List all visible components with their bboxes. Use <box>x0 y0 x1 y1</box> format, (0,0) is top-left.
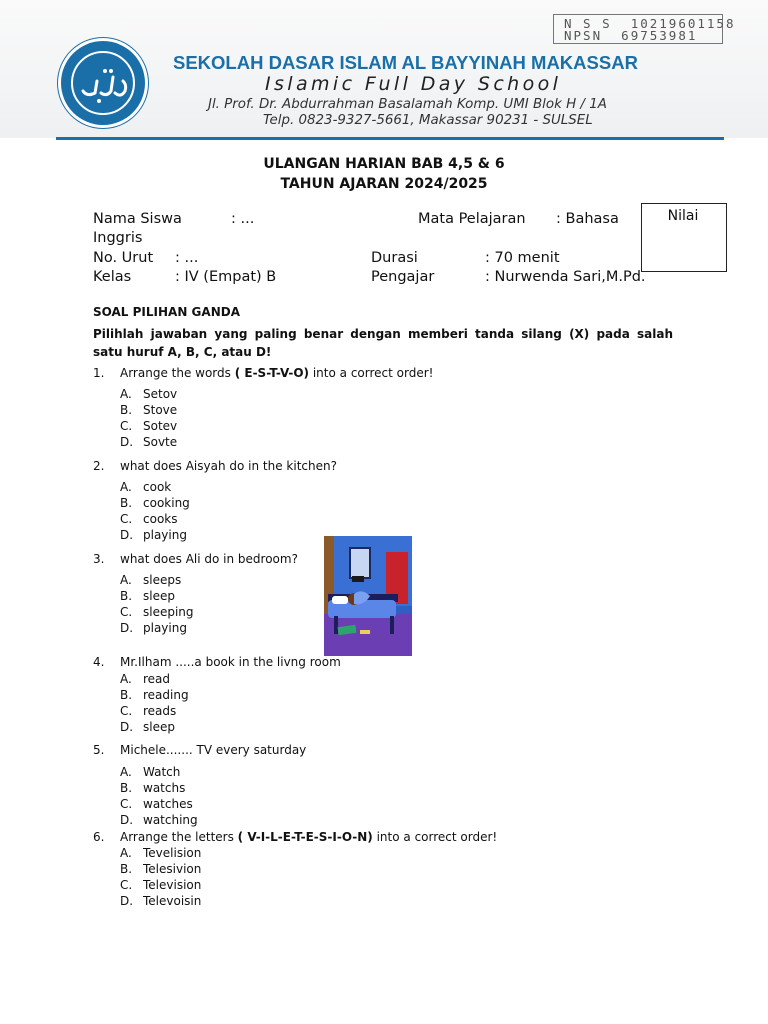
option-text: cooks <box>143 512 178 526</box>
option-text: cooking <box>143 496 190 510</box>
school-logo <box>61 41 145 125</box>
option-letter[interactable]: C. <box>120 704 133 718</box>
nama-siswa-label: Nama Siswa <box>93 211 182 227</box>
pengajar-label: Pengajar <box>371 269 435 285</box>
question-text: Arrange the letters ( V-I-L-E-T-E-S-I-O-N) into a correct order! <box>120 830 498 844</box>
question-text: what does Aisyah do in the kitchen? <box>120 459 337 473</box>
option-letter[interactable]: B. <box>120 781 133 795</box>
option-text: Setov <box>143 387 178 401</box>
option-text: Tevelision <box>143 846 202 860</box>
nilai-label: Nilai <box>667 208 699 224</box>
nss-npsn-box <box>553 14 736 44</box>
question-number: 1. <box>93 366 105 380</box>
durasi-label: Durasi <box>371 250 418 266</box>
option-text: reading <box>143 688 189 702</box>
option-text: sleeping <box>143 605 194 619</box>
option-text: read <box>143 672 171 686</box>
option-letter[interactable]: B. <box>120 589 133 603</box>
school-phone: Telp. 0823-9327-5661, Makassar 90231 - SULSEL <box>263 113 593 128</box>
question-number: 2. <box>93 459 105 473</box>
option-letter[interactable]: C. <box>120 797 133 811</box>
nss-value: 10219601158 <box>630 16 736 31</box>
option-letter[interactable]: D. <box>120 813 134 827</box>
mata-pelajaran-value-wrap: Inggris <box>93 230 143 246</box>
question-text: Michele....... TV every saturday <box>120 743 307 757</box>
exam-year: TAHUN AJARAN 2024/2025 <box>280 176 488 192</box>
school-address: Jl. Prof. Dr. Abdurrahman Basalamah Komp. UMI Blok H / 1A <box>208 97 607 112</box>
mata-pelajaran-value: : Bahasa <box>556 211 619 227</box>
option-letter[interactable]: A. <box>120 387 132 401</box>
question-number: 6. <box>93 830 105 844</box>
option-letter[interactable]: A. <box>120 765 132 779</box>
section-instruction: Pilihlah jawaban yang paling benar dengan memberi tanda silang (X) pada salah satu huruf A, B, C, atau D! <box>93 327 673 359</box>
option-letter[interactable]: A. <box>120 672 132 686</box>
no-urut-value: : ... <box>175 250 199 266</box>
option-letter[interactable]: B. <box>120 496 133 510</box>
no-urut-label: No. Urut <box>93 250 154 266</box>
question-text: Mr.Ilham .....a book in the livng room <box>120 655 341 669</box>
option-text: Televoisin <box>143 894 202 908</box>
question-text: what does Ali do in bedroom? <box>120 552 298 566</box>
option-letter[interactable]: C. <box>120 878 133 892</box>
header-divider <box>56 137 724 140</box>
school-motto: Islamic Full Day School <box>265 73 562 95</box>
option-text: Stove <box>143 403 178 417</box>
option-letter[interactable]: D. <box>120 894 134 908</box>
section-title: SOAL PILIHAN GANDA <box>93 305 240 319</box>
school-name: SEKOLAH DASAR ISLAM AL BAYYINAH MAKASSAR <box>173 52 638 73</box>
option-text: Television <box>143 878 202 892</box>
option-letter[interactable]: D. <box>120 435 134 449</box>
option-text: sleeps <box>143 573 182 587</box>
option-text: sleep <box>143 589 175 603</box>
option-text: watches <box>143 797 193 811</box>
nilai-score-box[interactable] <box>641 203 727 272</box>
option-text: cook <box>143 480 172 494</box>
question-number: 4. <box>93 655 105 669</box>
option-letter[interactable]: D. <box>120 720 134 734</box>
option-text: Sotev <box>143 419 178 433</box>
logo-calligraphy-icon <box>61 41 145 125</box>
option-letter[interactable]: C. <box>120 605 133 619</box>
option-text: Watch <box>143 765 181 779</box>
kelas-label: Kelas <box>93 269 132 285</box>
option-text: playing <box>143 621 187 635</box>
mata-pelajaran-label: Mata Pelajaran <box>418 211 526 227</box>
option-letter[interactable]: C. <box>120 419 133 433</box>
pengajar-value: : Nurwenda Sari,M.Pd. <box>485 269 646 285</box>
option-letter[interactable]: C. <box>120 512 133 526</box>
option-letter[interactable]: B. <box>120 403 133 417</box>
nama-siswa-value: : ... <box>231 211 255 227</box>
durasi-value: : 70 menit <box>485 250 560 266</box>
option-text: Sovte <box>143 435 178 449</box>
option-letter[interactable]: A. <box>120 480 132 494</box>
npsn-value: 69753981 <box>621 28 698 43</box>
option-letter[interactable]: D. <box>120 621 134 635</box>
option-text: watchs <box>143 781 186 795</box>
npsn-label: NPSN <box>564 28 603 43</box>
option-text: sleep <box>143 720 175 734</box>
option-text: watching <box>143 813 198 827</box>
npsn-row <box>564 28 697 43</box>
option-letter[interactable]: A. <box>120 846 132 860</box>
nss-label: N S S <box>564 16 612 31</box>
option-text: Telesivion <box>143 862 202 876</box>
option-letter[interactable]: A. <box>120 573 132 587</box>
question-number: 5. <box>93 743 105 757</box>
kelas-value: : IV (Empat) B <box>175 269 277 285</box>
question-text: Arrange the words ( E-S-T-V-O) into a correct order! <box>120 366 434 380</box>
option-text: reads <box>143 704 177 718</box>
exam-title: ULANGAN HARIAN BAB 4,5 & 6 <box>263 156 505 172</box>
option-letter[interactable]: B. <box>120 688 133 702</box>
option-text: playing <box>143 528 187 542</box>
option-letter[interactable]: B. <box>120 862 133 876</box>
option-letter[interactable]: D. <box>120 528 134 542</box>
question-number: 3. <box>93 552 105 566</box>
sleeping-boy-illustration <box>324 536 412 656</box>
